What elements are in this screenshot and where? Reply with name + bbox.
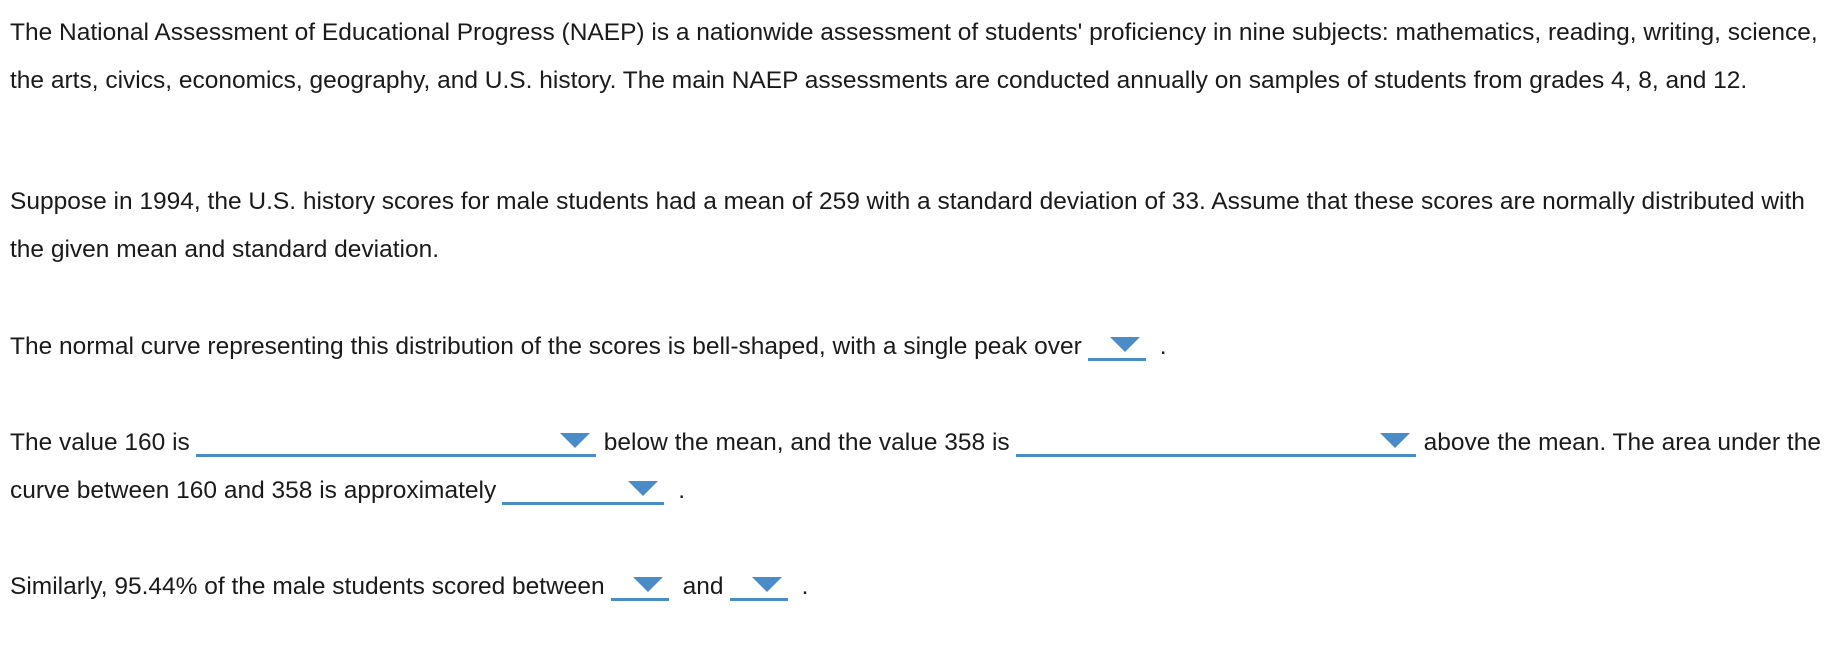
question-peak-text: The normal curve representing this distribution of the scores is bell-shaped, with a single peak over [10,333,1082,360]
range-text-3: above the mean. The area under the curve between 160 and 358 is approximately [10,429,1821,504]
sd-above-dropdown[interactable] [1016,424,1416,457]
caret-down-icon [633,577,663,592]
period: . [1159,333,1167,360]
intro-text: The National Assessment of Educational Progress (NAEP) is a nationwide assessment of students' proficiency in nine subjects: mathematics, reading, writing, science, the arts, civics, economics, geography, and U.S. history. The main NAEP assessments are conducted annually on samples of students from grades 4, 8, and 12. [10,19,1818,94]
lower-score-dropdown[interactable] [611,568,669,601]
caret-down-icon [1110,337,1140,352]
caret-down-icon [752,577,782,592]
range-text-1: The value 160 is [10,429,190,456]
peak-dropdown[interactable] [1088,328,1146,361]
caret-down-icon [628,481,658,496]
area-dropdown[interactable] [502,472,664,505]
caret-down-icon [1380,433,1410,448]
intro-paragraph [10,9,1840,105]
setup-paragraph [10,178,1840,274]
question-range [10,419,1840,515]
and-text: and [682,573,724,600]
similarly-text: Similarly, 95.44% of the male students scored between [10,573,605,600]
upper-score-dropdown[interactable] [730,568,788,601]
setup-text: Suppose in 1994, the U.S. history scores for male students had a mean of 259 with a standard deviation of 33. Assume that these scores are normally distributed with the given mean and standard deviation. [10,188,1805,263]
period: . [801,573,809,600]
question-peak [10,323,1840,371]
sd-below-dropdown[interactable] [196,424,596,457]
caret-down-icon [560,433,590,448]
period: . [678,477,686,504]
question-similarly [10,563,1840,611]
range-text-2: below the mean, and the value 358 is [603,429,1010,456]
